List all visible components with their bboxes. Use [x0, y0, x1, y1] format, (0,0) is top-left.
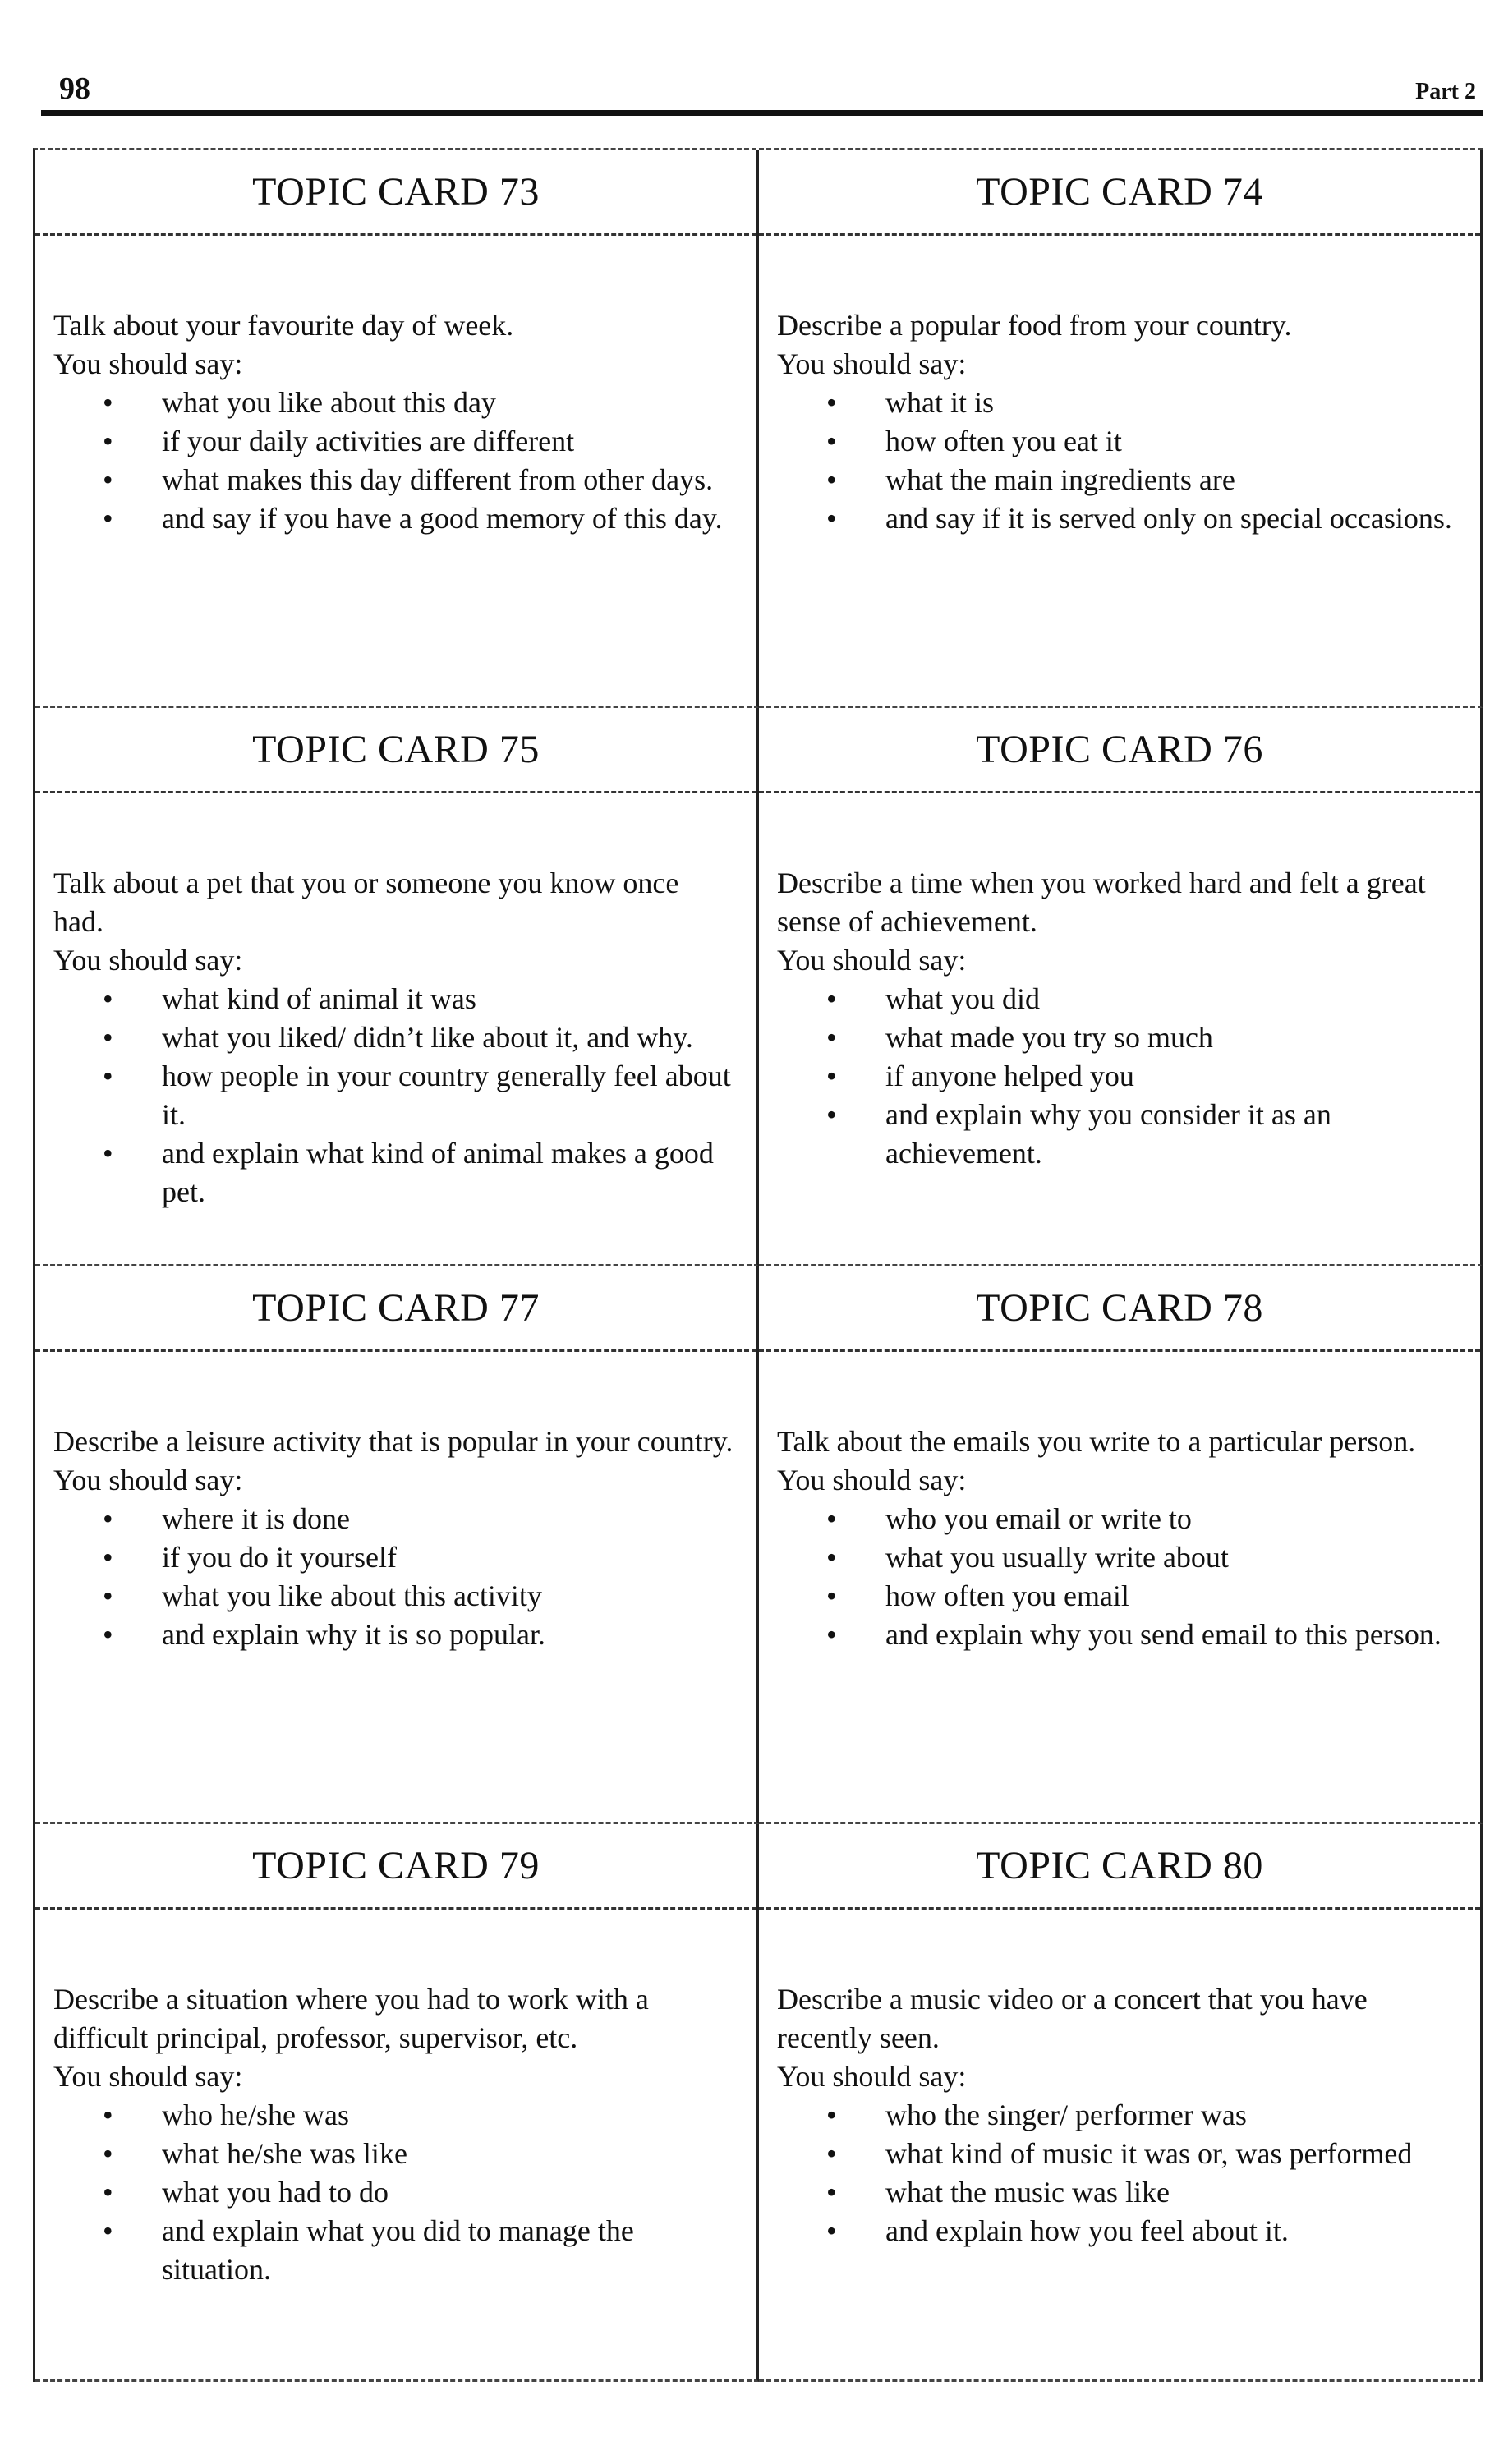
topic-card-body [35, 1352, 756, 1654]
bullet-point: • what made you try so much [826, 1018, 1459, 1057]
topic-card [759, 1824, 1483, 2382]
topic-card [35, 1824, 759, 2382]
bullet-point: • and say if you have a good memory of this day. [103, 499, 735, 538]
topic-card-prompt: Talk about the emails you write to a particular person. [777, 1424, 1416, 1458]
topic-card-say: You should say: [777, 2059, 967, 2093]
topic-card-say: You should say: [53, 2059, 243, 2093]
topic-card-title: TOPIC CARD 78 [759, 1266, 1480, 1352]
bullet-point: • what makes this day different from other days. [103, 461, 735, 499]
bullet-point: • who the singer/ performer was [826, 2096, 1459, 2135]
bullet-point: • what you like about this day [103, 384, 735, 422]
bullet-point: • what he/she was like [103, 2135, 735, 2173]
topic-card-say: You should say: [53, 944, 243, 977]
bullet-point: • what kind of music it was or, was performed [826, 2135, 1459, 2173]
topic-card-prompt: Describe a leisure activity that is popular in your country. [53, 1424, 733, 1458]
topic-card-prompt: Talk about a pet that you or someone you know once had. [53, 867, 679, 939]
topic-card [35, 1266, 759, 1824]
topic-card-title: TOPIC CARD 75 [35, 708, 756, 793]
bullet-point: • if anyone helped you [826, 1057, 1459, 1096]
part-label: Part 2 [1415, 79, 1476, 104]
topic-card-prompt: Describe a situation where you had to work with a difficult principal, professor, supervisor, etc. [53, 1982, 649, 2054]
bullet-point: • who you email or write to [826, 1500, 1459, 1538]
bullet-point: • what the music was like [826, 2173, 1459, 2212]
topic-card-points [53, 980, 735, 1211]
bullet-point: • and explain why you send email to this person. [826, 1616, 1459, 1654]
topic-card-title: TOPIC CARD 73 [35, 150, 756, 236]
topic-card-points [777, 384, 1459, 538]
bullet-point: • who he/she was [103, 2096, 735, 2135]
topic-card-points [53, 1500, 735, 1654]
topic-card-say: You should say: [777, 347, 967, 380]
topic-card-body [35, 793, 756, 1211]
topic-card-points [53, 2096, 735, 2289]
bullet-point: • what you usually write about [826, 1538, 1459, 1577]
topic-card-title: TOPIC CARD 79 [35, 1824, 756, 1910]
topic-card-say: You should say: [777, 944, 967, 977]
bullet-point: • what kind of animal it was [103, 980, 735, 1018]
topic-card-points [53, 384, 735, 538]
bullet-point: • and explain how you feel about it. [826, 2212, 1459, 2250]
topic-card-say: You should say: [53, 347, 243, 380]
bullet-point: • how people in your country generally feel about it. [103, 1057, 735, 1134]
topic-card [759, 708, 1483, 1266]
topic-card-points [777, 1500, 1459, 1654]
topic-card-prompt: Describe a time when you worked hard and felt a great sense of achievement. [777, 867, 1426, 939]
topic-card-prompt: Talk about your favourite day of week. [53, 309, 514, 342]
topic-card-body [759, 236, 1480, 538]
bullet-point: • and explain why it is so popular. [103, 1616, 735, 1654]
topic-card-points [777, 2096, 1459, 2250]
page-header [41, 69, 1483, 116]
bullet-point: • and explain what kind of animal makes a good pet. [103, 1134, 735, 1211]
topic-card [35, 708, 759, 1266]
topic-card-title: TOPIC CARD 76 [759, 708, 1480, 793]
bullet-point: • where it is done [103, 1500, 735, 1538]
topic-card-body [35, 236, 756, 538]
topic-card-title: TOPIC CARD 74 [759, 150, 1480, 236]
bullet-point: • and say if it is served only on special occasions. [826, 499, 1459, 538]
bullet-point: • and explain why you consider it as an achievement. [826, 1096, 1459, 1173]
bullet-point: • what the main ingredients are [826, 461, 1459, 499]
page-number: 98 [59, 71, 90, 106]
topic-card-body [759, 1352, 1480, 1654]
bullet-point: • what you liked/ didn’t like about it, and why. [103, 1018, 735, 1057]
topic-card-say: You should say: [777, 1463, 967, 1496]
topic-card-body [759, 793, 1480, 1173]
topic-card-prompt: Describe a popular food from your country. [777, 309, 1292, 342]
topic-card-say: You should say: [53, 1463, 243, 1496]
bullet-point: • if you do it yourself [103, 1538, 735, 1577]
topic-card-prompt: Describe a music video or a concert that you have recently seen. [777, 1982, 1368, 2054]
topic-card-grid [33, 148, 1483, 2382]
topic-card-title: TOPIC CARD 77 [35, 1266, 756, 1352]
bullet-point: • if your daily activities are different [103, 422, 735, 461]
bullet-point: • what you had to do [103, 2173, 735, 2212]
bullet-point: • what you like about this activity [103, 1577, 735, 1616]
bullet-point: • what you did [826, 980, 1459, 1018]
topic-card-title: TOPIC CARD 80 [759, 1824, 1480, 1910]
topic-card [759, 1266, 1483, 1824]
bullet-point: • how often you eat it [826, 422, 1459, 461]
bullet-point: • how often you email [826, 1577, 1459, 1616]
bullet-point: • and explain what you did to manage the situation. [103, 2212, 735, 2289]
topic-card-points [777, 980, 1459, 1173]
topic-card-body [759, 1910, 1480, 2250]
topic-card [35, 150, 759, 708]
topic-card [759, 150, 1483, 708]
topic-card-body [35, 1910, 756, 2289]
bullet-point: • what it is [826, 384, 1459, 422]
